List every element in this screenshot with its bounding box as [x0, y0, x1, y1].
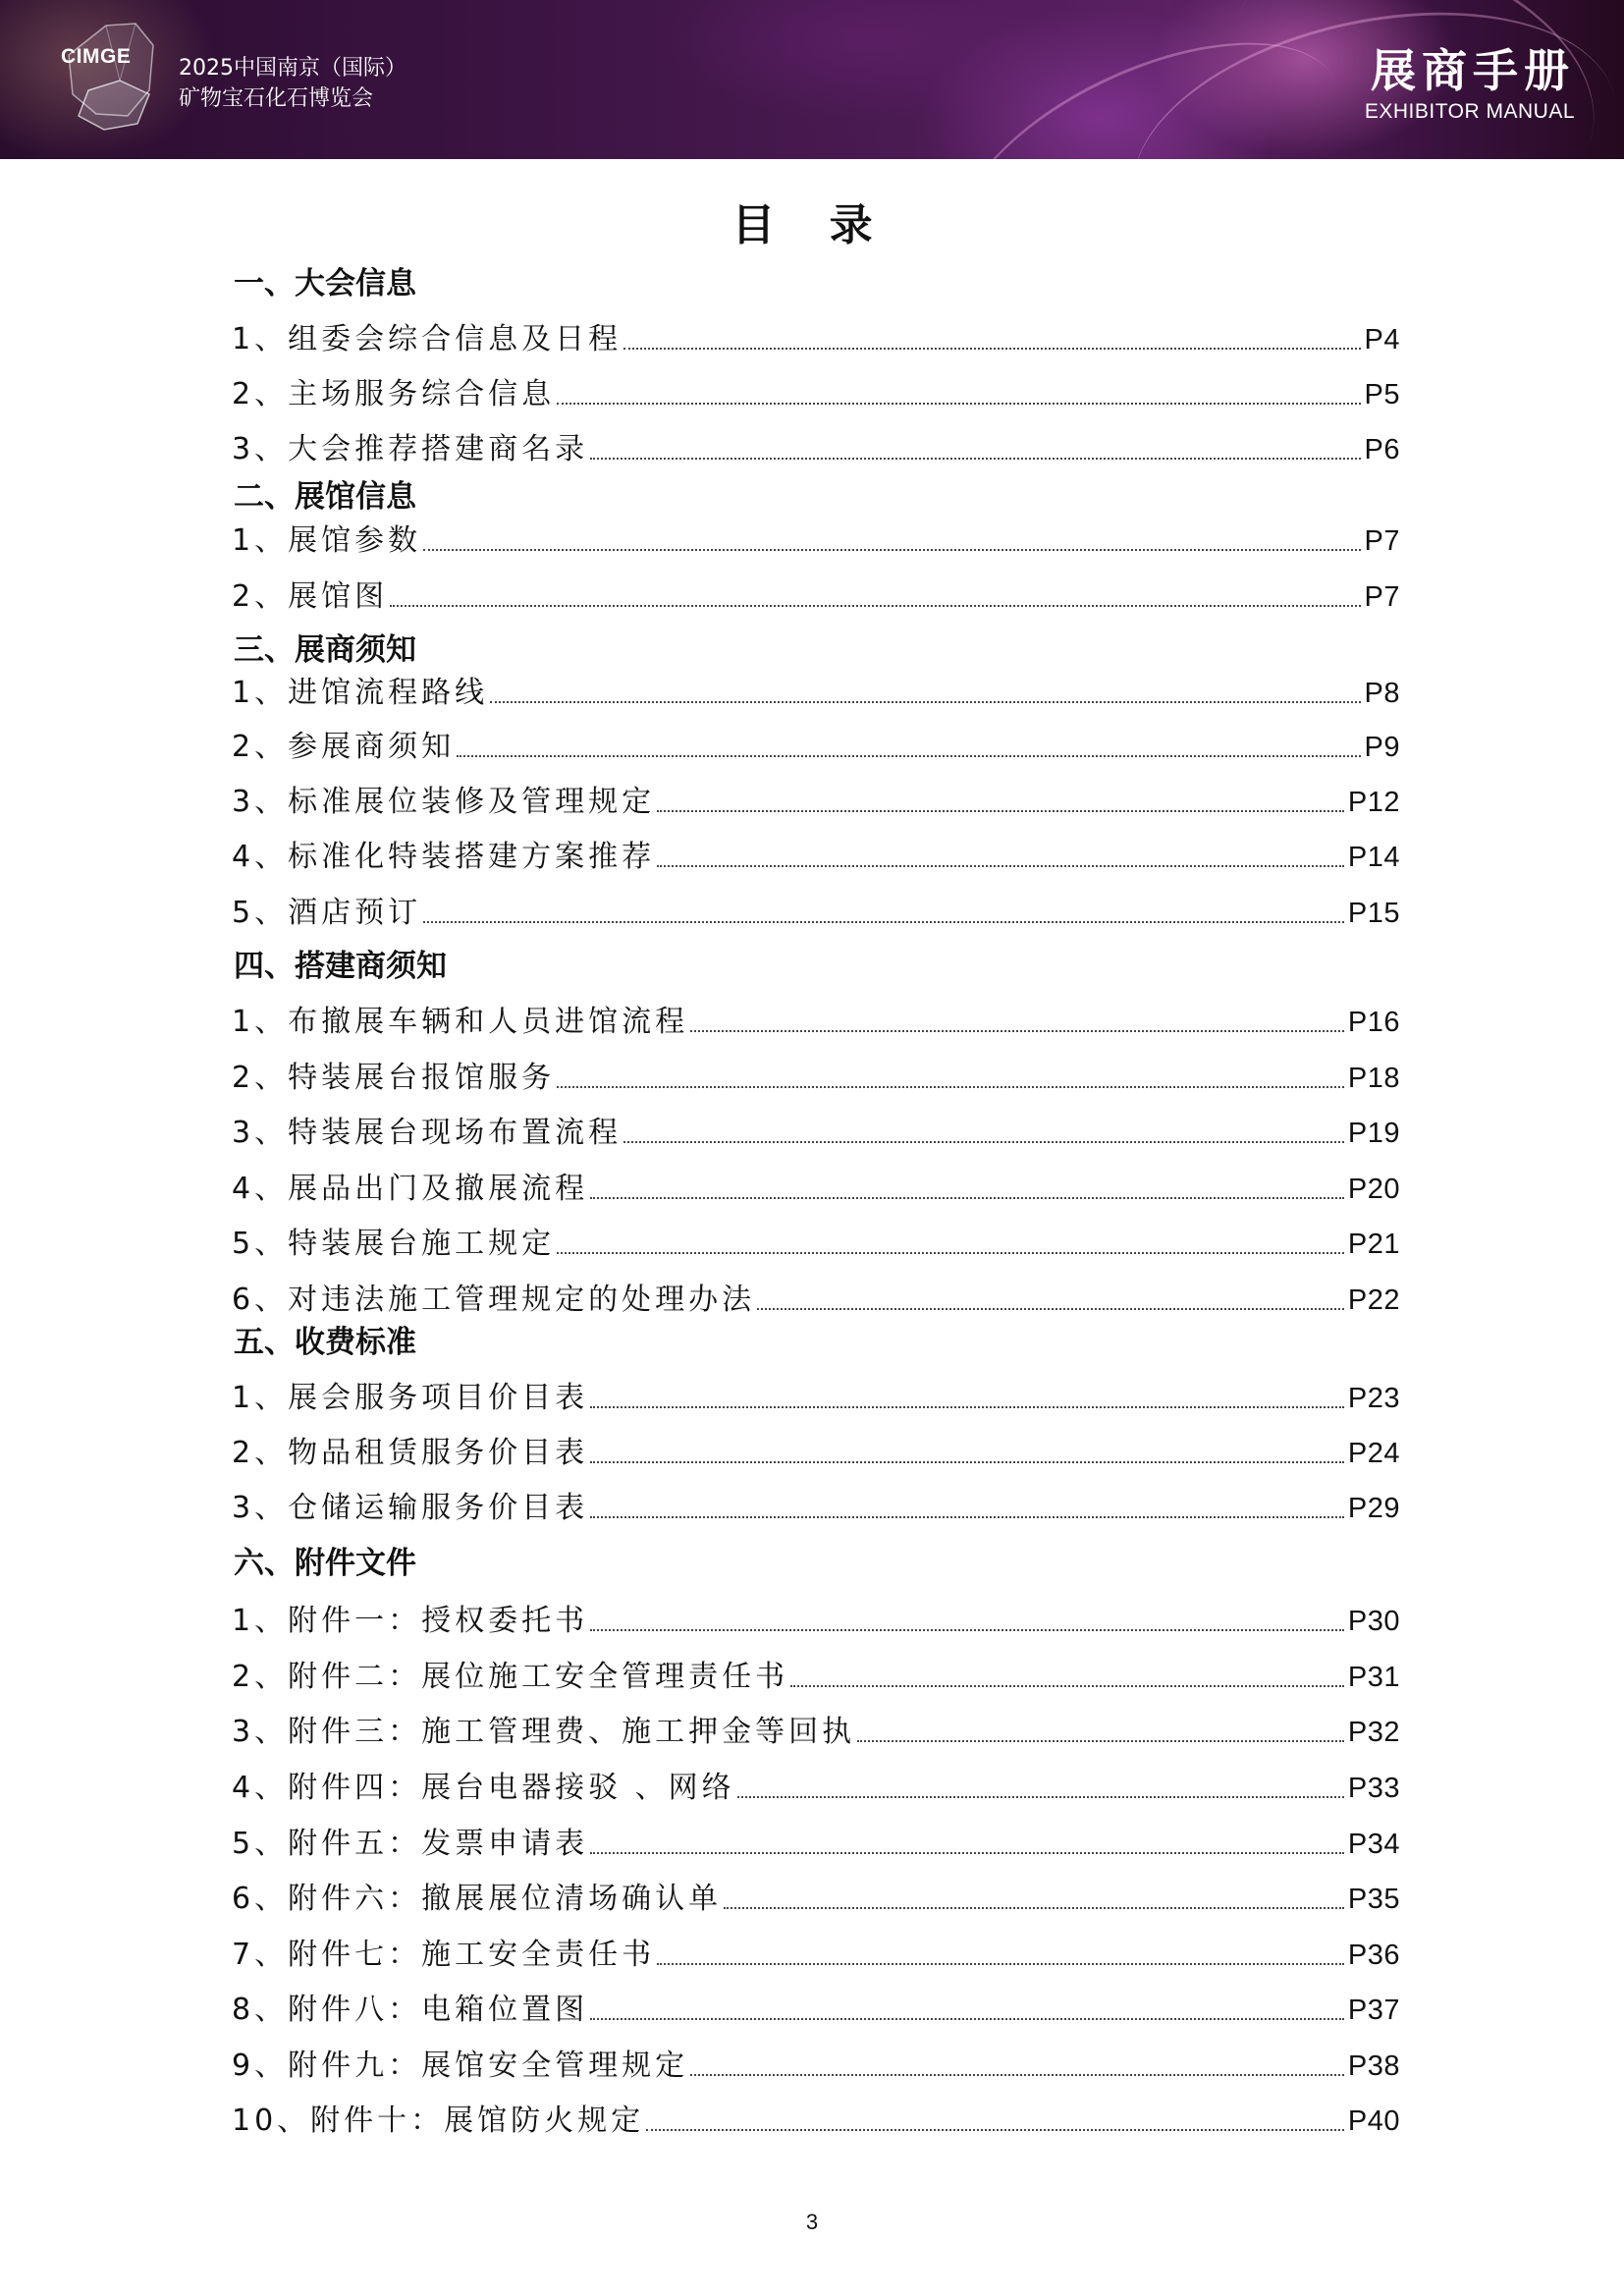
dot-leader	[657, 1962, 1344, 1965]
dot-leader	[557, 402, 1360, 405]
toc-entry-label: 5、酒店预订	[232, 896, 422, 930]
dot-leader	[790, 1684, 1344, 1687]
toc-entry-label: 1、进馆流程路线	[232, 676, 489, 710]
toc-entry[interactable]	[232, 1378, 1400, 1417]
toc-entry[interactable]	[232, 1224, 1400, 1263]
toc-entry[interactable]	[232, 319, 1400, 358]
dot-leader	[657, 809, 1344, 812]
dot-leader	[590, 1196, 1344, 1199]
dot-leader	[690, 1029, 1344, 1032]
toc-entry[interactable]	[232, 1002, 1400, 1041]
logo-text: CIMGE	[61, 45, 132, 68]
toc-entry[interactable]	[232, 1935, 1400, 1974]
dot-leader	[590, 2017, 1344, 2020]
toc-entry-label: 6、附件六：撤展展位清场确认单	[232, 1882, 723, 1916]
toc-entry-page: P32	[1347, 1717, 1400, 1748]
dot-leader	[590, 1515, 1344, 1518]
toc-entry-page: P31	[1347, 1662, 1400, 1693]
toc-entry-page: P40	[1347, 2105, 1400, 2137]
toc-entry-page: P38	[1347, 2050, 1400, 2082]
toc-entry[interactable]	[232, 1990, 1400, 2029]
toc-entry[interactable]	[232, 1488, 1400, 1527]
toc-entry[interactable]	[232, 673, 1400, 712]
dot-leader	[590, 1460, 1344, 1463]
section-heading: 四、搭建商须知	[234, 949, 447, 984]
toc-entry-page: P16	[1347, 1007, 1400, 1038]
toc-entry-label: 3、标准展位装修及管理规定	[232, 785, 656, 819]
toc-entry[interactable]	[232, 520, 1400, 560]
toc-entry-label: 6、对违法施工管理规定的处理办法	[232, 1283, 756, 1317]
toc-entry-page: P22	[1347, 1285, 1400, 1316]
toc-entry-label: 9、附件九：展馆安全管理规定	[232, 2049, 689, 2083]
toc-entry-page: P14	[1347, 842, 1400, 873]
toc-entry-label: 1、附件一：授权委托书	[232, 1604, 589, 1638]
dot-leader	[623, 1140, 1344, 1143]
dot-leader	[590, 1851, 1344, 1854]
toc-entry-label: 2、物品租赁服务价目表	[232, 1436, 589, 1470]
toc-entry-label: 7、附件七：施工安全责任书	[232, 1938, 656, 1972]
fair-title-line2: 矿物宝石化石博览会	[179, 86, 374, 111]
toc-entry-page: P30	[1347, 1606, 1400, 1637]
toc-entry-page: P4	[1364, 324, 1400, 355]
toc-entry-label: 5、附件五：发票申请表	[232, 1827, 589, 1861]
dot-leader	[390, 604, 1360, 607]
toc-entry-page: P29	[1347, 1493, 1400, 1524]
toc-entry[interactable]	[232, 576, 1400, 616]
toc-entry[interactable]	[232, 1169, 1400, 1208]
toc-entry[interactable]	[232, 782, 1400, 821]
section-heading: 一、大会信息	[234, 266, 416, 301]
toc-entry-page: P7	[1364, 525, 1400, 557]
toc-entry[interactable]	[232, 1433, 1400, 1472]
toc-entry-label: 1、展会服务项目价目表	[232, 1381, 589, 1415]
toc-entry[interactable]	[232, 1712, 1400, 1751]
toc-entry-label: 3、仓储运输服务价目表	[232, 1491, 589, 1525]
dot-leader	[590, 457, 1360, 460]
toc-entry[interactable]	[232, 727, 1400, 766]
toc-entry-page: P33	[1347, 1773, 1400, 1804]
toc-entry-label: 3、特装展台现场布置流程	[232, 1116, 623, 1150]
toc-entry-page: P36	[1347, 1940, 1400, 1971]
dot-leader	[657, 864, 1344, 867]
toc-entry[interactable]	[232, 1879, 1400, 1918]
toc-entry[interactable]	[232, 1280, 1400, 1319]
section-heading: 三、展商须知	[234, 632, 416, 668]
dot-leader	[590, 1628, 1344, 1631]
dot-leader	[423, 920, 1344, 923]
dot-leader	[724, 1906, 1344, 1909]
dot-leader	[557, 1085, 1344, 1088]
dot-leader	[590, 1405, 1344, 1408]
toc-entry[interactable]	[232, 1058, 1400, 1097]
fair-title-line1: 2025中国南京（国际）	[179, 56, 406, 81]
toc-entry[interactable]	[232, 837, 1400, 876]
toc-entry-page: P12	[1347, 787, 1400, 818]
toc-entry-page: P9	[1364, 732, 1400, 763]
toc-entry-label: 2、特装展台报馆服务	[232, 1061, 556, 1095]
toc-entry-label: 1、布撤展车辆和人员进馆流程	[232, 1005, 689, 1039]
manual-title-en: EXHIBITOR MANUAL	[1364, 100, 1575, 123]
toc-entry[interactable]	[232, 2046, 1400, 2085]
toc-entry[interactable]	[232, 1657, 1400, 1696]
toc-entry[interactable]	[232, 1601, 1400, 1640]
toc-entry-label: 4、附件四：展台电器接驳 、网络	[232, 1771, 735, 1805]
toc-entry-page: P6	[1364, 434, 1400, 465]
toc-entry-page: P15	[1347, 898, 1400, 929]
toc-entry-page: P37	[1347, 1995, 1400, 2026]
toc-entry[interactable]	[232, 374, 1400, 413]
toc-entry-label: 2、附件二：展位施工安全管理责任书	[232, 1660, 789, 1694]
toc-entry-page: P24	[1347, 1438, 1400, 1469]
toc-entry-label: 2、参展商须知	[232, 730, 456, 764]
toc-title: 目 录	[731, 200, 893, 250]
toc-entry-page: P21	[1347, 1229, 1400, 1260]
section-heading: 六、附件文件	[234, 1546, 416, 1581]
section-heading: 二、展馆信息	[234, 479, 416, 515]
dot-leader	[423, 548, 1360, 551]
dot-leader	[690, 2073, 1344, 2076]
toc-entry[interactable]	[232, 2101, 1400, 2140]
toc-entry[interactable]	[232, 1113, 1400, 1152]
toc-entry-label: 4、展品出门及撤展流程	[232, 1172, 589, 1206]
toc-entry-label: 3、大会推荐搭建商名录	[232, 432, 589, 466]
dot-leader	[857, 1739, 1344, 1742]
manual-title-cn: 展商手册	[1371, 44, 1575, 97]
dot-leader	[646, 2128, 1344, 2131]
toc-entry-page: P18	[1347, 1063, 1400, 1094]
page-number: 3	[805, 2210, 819, 2234]
toc-entry-page: P35	[1347, 1884, 1400, 1915]
dot-leader	[737, 1795, 1344, 1798]
toc-entry-label: 3、附件三：施工管理费、施工押金等回执	[232, 1715, 856, 1749]
toc-entry-page: P8	[1364, 678, 1400, 709]
toc-entry[interactable]	[232, 893, 1400, 932]
toc-entry-label: 1、组委会综合信息及日程	[232, 322, 623, 356]
toc-entry-label: 10、附件十：展馆防火规定	[232, 2104, 645, 2138]
dot-leader	[757, 1307, 1344, 1310]
dot-leader	[623, 347, 1360, 350]
toc-entry-page: P34	[1347, 1829, 1400, 1860]
toc-entry[interactable]	[232, 1768, 1400, 1807]
dot-leader	[457, 754, 1360, 757]
toc-entry-label: 5、特装展台施工规定	[232, 1227, 556, 1261]
toc-entry-page: P23	[1347, 1383, 1400, 1414]
toc-entry[interactable]	[232, 429, 1400, 468]
toc-entry-label: 2、主场服务综合信息	[232, 377, 556, 411]
toc-entry[interactable]	[232, 1824, 1400, 1863]
toc-entry-page: P19	[1347, 1118, 1400, 1149]
toc-entry-label: 4、标准化特装搭建方案推荐	[232, 840, 656, 874]
dot-leader	[490, 700, 1360, 703]
toc-entry-page: P5	[1364, 379, 1400, 410]
toc-entry-label: 2、展馆图	[232, 579, 389, 614]
dot-leader	[557, 1251, 1344, 1254]
toc-entry-page: P7	[1364, 581, 1400, 613]
toc-entry-page: P20	[1347, 1174, 1400, 1205]
section-heading: 五、收费标准	[234, 1325, 416, 1360]
toc-entry-label: 1、展馆参数	[232, 523, 422, 558]
toc-entry-label: 8、附件八：电箱位置图	[232, 1993, 589, 2027]
